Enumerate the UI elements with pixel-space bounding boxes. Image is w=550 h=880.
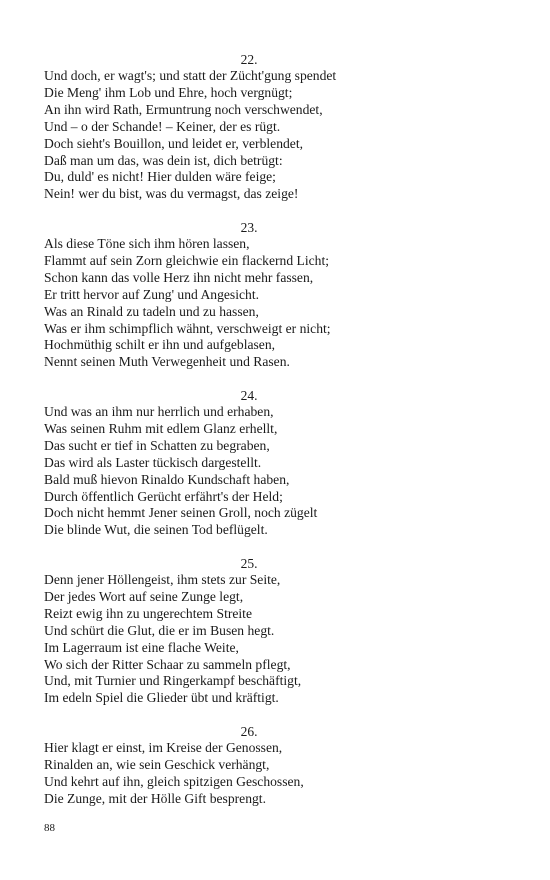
- verse-line: Als diese Töne sich ihm hören lassen,: [44, 236, 250, 251]
- verse-line: Und doch, er wagt's; und statt der Zücht'gung spendet: [44, 68, 337, 83]
- stanza-number: 26.: [240, 724, 258, 739]
- verse-line: Nennt seinen Muth Verwegenheit und Rasen.: [44, 354, 290, 370]
- stanza-25: [44, 555, 464, 707]
- stanza-26: [44, 723, 464, 808]
- page-number: 88: [44, 822, 55, 834]
- verse-line: Die Meng' ihm Lob und Ehre, hoch vergnügt;: [44, 84, 293, 100]
- verse-line: Doch sieht's Bouillon, und leidet er, verblendet,: [44, 135, 303, 151]
- verse-line: Und schürt die Glut, die er im Busen hegt.: [44, 622, 275, 638]
- verse-line: Hochmüthig schilt er ihn und aufgeblasen,: [44, 337, 276, 353]
- verse-line: Die blinde Wut, die seinen Tod beflügelt.: [44, 522, 268, 538]
- verse-line: Denn jener Höllengeist, ihm stets zur Seite,: [44, 572, 281, 587]
- verse-line: Flammt auf sein Zorn gleichwie ein flackernd Licht;: [44, 252, 329, 268]
- verse-line: An ihn wird Rath, Ermuntrung noch verschwendet,: [44, 101, 323, 117]
- verse-line: Das sucht er tief in Schatten zu begraben,: [44, 437, 270, 453]
- verse-line: Er tritt hervor auf Zung' und Angesicht.: [44, 286, 259, 302]
- verse-line: Im Lagerraum ist eine flache Weite,: [44, 639, 239, 655]
- verse-line: Was seinen Ruhm mit edlem Glanz erhellt,: [44, 420, 278, 436]
- verse-line: Doch nicht hemmt Jener seinen Groll, noch zügelt: [44, 505, 318, 521]
- verse-line: Reizt ewig ihn zu ungerechtem Streite: [44, 605, 252, 621]
- stanza-22: [44, 51, 464, 203]
- stanza-23: [44, 219, 464, 371]
- verse-line: Und was an ihm nur herrlich und erhaben,: [44, 404, 274, 419]
- verse-line: Und kehrt auf ihn, gleich spitzigen Geschossen,: [44, 773, 304, 789]
- verse-line: Bald muß hievon Rinaldo Kundschaft haben,: [44, 471, 290, 487]
- stanza-number: 22.: [240, 52, 258, 67]
- verse-line: Schon kann das volle Herz ihn nicht mehr fassen,: [44, 269, 314, 285]
- stanza-number: 23.: [240, 220, 258, 235]
- stanza-24: [44, 387, 464, 539]
- stanza-number: 24.: [240, 388, 258, 403]
- verse-line: Und, mit Turnier und Ringerkampf beschäftigt,: [44, 673, 302, 689]
- verse-line: Das wird als Laster tückisch dargestellt.: [44, 454, 262, 470]
- verse-line: Nein! wer du bist, was du vermagst, das zeige!: [44, 186, 299, 202]
- verse-line: Was an Rinald zu tadeln und zu hassen,: [44, 303, 259, 319]
- stanza-number: 25.: [240, 556, 258, 571]
- verse-line: Hier klagt er einst, im Kreise der Genossen,: [44, 740, 283, 755]
- verse-line: Wo sich der Ritter Schaar zu sammeln pflegt,: [44, 656, 291, 672]
- verse-line: Die Zunge, mit der Hölle Gift besprengt.: [44, 790, 266, 806]
- verse-line: Der jedes Wort auf seine Zunge legt,: [44, 588, 244, 604]
- verse-line: Was er ihm schimpflich wähnt, verschweigt er nicht;: [44, 320, 331, 336]
- verse-line: Rinalden an, wie sein Geschick verhängt,: [44, 756, 270, 772]
- verse-line: Im edeln Spiel die Glieder übt und kräftigt.: [44, 690, 279, 706]
- verse-line: Daß man um das, was dein ist, dich betrügt:: [44, 152, 283, 168]
- verse-line: Du, duld' es nicht! Hier dulden wäre feige;: [44, 169, 276, 185]
- verse-line: Durch öffentlich Gerücht erfährt's der Held;: [44, 488, 283, 504]
- verse-line: Und – o der Schande! – Keiner, der es rügt.: [44, 118, 281, 134]
